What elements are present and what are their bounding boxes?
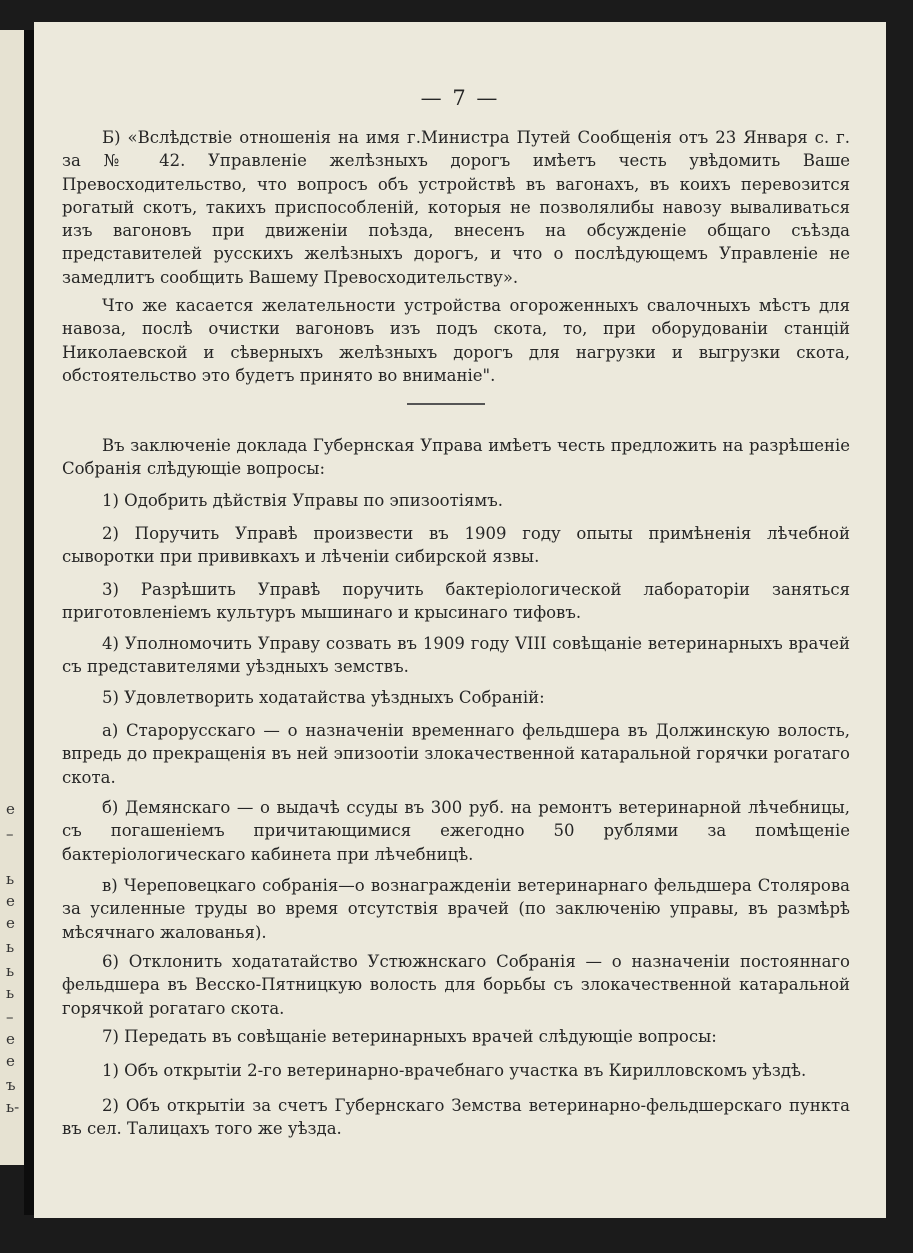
proposal-7-2: 2) Объ открытіи за счетъ Губернскаго Земства ветеринарно-фельдшерскаго пункта въ сел. Талицахъ того же уѣзда.: [62, 1096, 850, 1139]
adjacent-page-text-fragments: [2, 30, 22, 1165]
proposal-5a-block: [62, 719, 850, 789]
fragment: е: [6, 1030, 15, 1048]
fragment: ь: [6, 984, 15, 1002]
proposal-2-block: [62, 522, 850, 569]
fragment: е: [6, 914, 15, 932]
proposal-2: 2) Поручить Управѣ произвести въ 1909 году опыты примѣненія лѣчебной сыворотки при прививкахъ и лѣченіи сибирской язвы.: [62, 524, 850, 567]
proposal-7-block: [62, 1025, 850, 1048]
fragment: е: [6, 1052, 15, 1070]
proposal-3: 3) Разрѣшить Управѣ поручить бактеріологической лабораторіи заняться приготовленіемъ культуръ мышинаго и крысинаго тифовъ.: [62, 580, 850, 623]
conclusion-quote-block: [62, 294, 850, 387]
fragment: –: [6, 825, 14, 843]
proposal-7-2-block: [62, 1094, 850, 1141]
proposal-4: 4) Уполномочить Управу созвать въ 1909 году VIII совѣщаніе ветеринарныхъ врачей съ представителями уѣздныхъ земствъ.: [62, 634, 850, 677]
proposal-1-block: [62, 489, 850, 512]
fragment: ь: [6, 938, 15, 956]
proposal-5a: а) Старорусскаго — о назначеніи временнаго фельдшера въ Должинскую волость, впредь до прекращенія въ ней эпизоотіи злокачественной катаральной горячки рогатаго скота.: [62, 721, 850, 787]
paragraph-letter-quote: Б) «Вслѣдствіе отношенія на имя г.Министра Путей Сообщенія отъ 23 Января с. г. за № 42. Управленіе желѣзныхъ дорогъ имѣетъ честь увѣдомить Ваше Превосходительство, что вопросъ объ устройствѣ въ вагонахъ, въ коихъ перевозится рогатый скотъ, такихъ приспособленій, которыя не позволялибы навозу вываливаться изъ вагоновъ при движеніи поѣзда, внесенъ на обсужденіе общаго съѣзда представителей русскихъ желѣзныхъ дорогъ, и что о послѣдующемъ Управленіе не замедлитъ сообщить Вашему Превосходительству».: [62, 128, 850, 287]
proposal-5b-block: [62, 796, 850, 866]
fragment: ь: [6, 962, 15, 980]
proposals-intro-block: [62, 434, 850, 481]
proposal-6: 6) Отклонить ходататайство Устюжнскаго Собранія — о назначеніи постояннаго фельдшера въ Весско-Пятницкую волость для борьбы съ злокачественной катаральной горячкой рогатаго скота.: [62, 952, 850, 1018]
fragment: е: [6, 800, 15, 818]
fragment: ь: [6, 870, 15, 888]
proposal-3-block: [62, 578, 850, 625]
proposal-6-block: [62, 950, 850, 1020]
adjacent-page-edge: [0, 30, 24, 1165]
fragment: ъ: [6, 1076, 16, 1094]
proposal-5: 5) Удовлетворить ходатайства уѣздныхъ Собраній:: [102, 688, 545, 707]
proposal-5c: в) Череповецкаго собранія—о вознагражденіи ветеринарнаго фельдшера Столярова за усиленные труды во время отсутствія врачей (по заключенію управы, въ размѣрѣ мѣсячнаго жалованья).: [62, 876, 850, 942]
proposal-5-block: [62, 686, 850, 709]
document-page: [34, 22, 886, 1218]
paragraph-manure-disposal: Что же касается желательности устройства огороженныхъ свалочныхъ мѣстъ для навоза, послѣ очистки вагоновъ изъ подъ скота, то, при оборудованіи станцій Николаевской и сѣверныхъ желѣзныхъ дорогъ для нагрузки и выгрузки скота, обстоятельство это будетъ принято во вниманіе".: [62, 296, 850, 385]
proposal-7-1: 1) Объ открытіи 2-го ветеринарно-врачебнаго участка въ Кирилловскомъ уѣздѣ.: [102, 1061, 807, 1080]
fragment: ь-: [6, 1098, 20, 1116]
page-number: — 7 —: [420, 86, 500, 110]
paragraph-proposals-intro: Въ заключеніе доклада Губернская Управа имѣетъ честь предложить на разрѣшеніе Собранія слѣдующіе вопросы:: [62, 436, 850, 479]
fragment: –: [6, 1008, 14, 1026]
fragment: е: [6, 892, 15, 910]
proposal-1: 1) Одобрить дѣйствія Управы по эпизоотіямъ.: [102, 491, 504, 510]
proposal-7-1-block: [62, 1059, 850, 1082]
letter-quote-block: [62, 126, 850, 289]
section-divider: [407, 403, 485, 405]
book-gutter: [24, 30, 34, 1215]
proposal-5c-block: [62, 874, 850, 944]
proposal-7: 7) Передать въ совѣщаніе ветеринарныхъ врачей слѣдующіе вопросы:: [102, 1027, 717, 1046]
proposal-4-block: [62, 632, 850, 679]
proposal-5b: б) Демянскаго — о выдачѣ ссуды въ 300 руб. на ремонтъ ветеринарной лѣчебницы, съ погашеніемъ причитающимися ежегодно 50 рублями за помѣщеніе бактеріологическаго кабинета при лѣчебницѣ.: [62, 798, 850, 864]
